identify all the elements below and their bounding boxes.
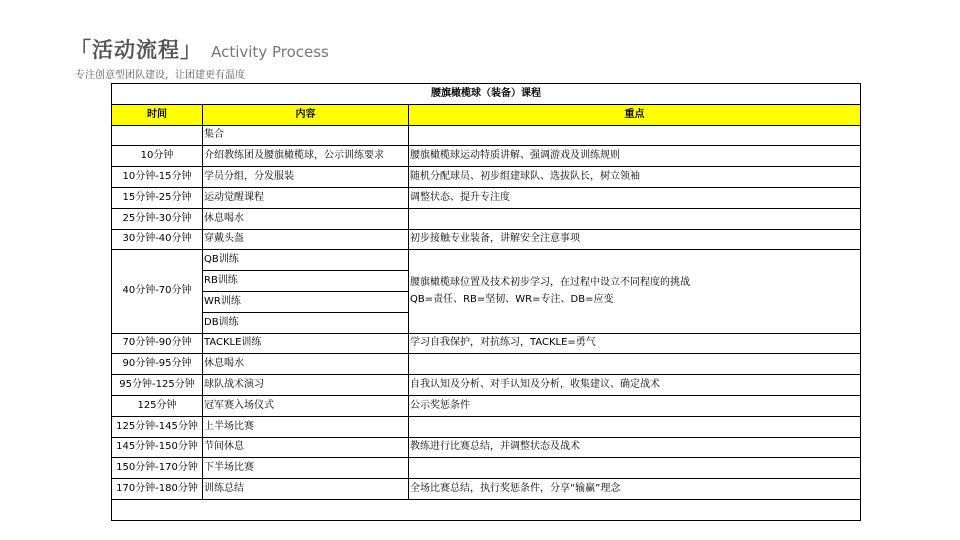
focus-cell: 初步接触专业装备，讲解安全注意事项 bbox=[409, 229, 861, 250]
table-row bbox=[112, 458, 861, 479]
focus-cell: 自我认知及分析、对手认知及分析，收集建议、确定战术 bbox=[409, 375, 861, 396]
content-cell: DB训练 bbox=[203, 312, 409, 333]
empty-cell bbox=[112, 499, 861, 520]
content-cell: 集合 bbox=[203, 125, 409, 146]
table-row bbox=[112, 167, 861, 188]
schedule-table bbox=[111, 83, 861, 521]
table-row bbox=[112, 395, 861, 416]
table-row bbox=[112, 146, 861, 167]
focus-line: QB=责任、RB=坚韧、WR=专注、DB=应变 bbox=[410, 294, 614, 306]
content-cell: 穿戴头盔 bbox=[203, 229, 409, 250]
time-cell: 40分钟-70分钟 bbox=[112, 250, 203, 333]
time-cell: 125分钟-145分钟 bbox=[112, 416, 203, 437]
focus-cell bbox=[409, 416, 861, 437]
table-row bbox=[112, 208, 861, 229]
content-cell: 球队战术演习 bbox=[203, 375, 409, 396]
content-cell: 学员分组，分发服装 bbox=[203, 167, 409, 188]
page-title bbox=[70, 34, 329, 64]
content-cell: 节间休息 bbox=[203, 437, 409, 458]
content-cell: 休息喝水 bbox=[203, 208, 409, 229]
focus-cell: 调整状态、提升专注度 bbox=[409, 187, 861, 208]
focus-cell: 教练进行比赛总结，并调整状态及战术 bbox=[409, 437, 861, 458]
time-cell: 25分钟-30分钟 bbox=[112, 208, 203, 229]
content-cell: 上半场比赛 bbox=[203, 416, 409, 437]
table-row bbox=[112, 479, 861, 500]
page-title-en: Activity Process bbox=[211, 43, 329, 61]
content-cell: 下半场比赛 bbox=[203, 458, 409, 479]
table-caption-row bbox=[112, 84, 861, 105]
focus-cell bbox=[409, 458, 861, 479]
column-header-content: 内容 bbox=[203, 104, 409, 125]
time-cell: 90分钟-95分钟 bbox=[112, 354, 203, 375]
focus-cell: 学习自我保护，对抗练习，TACKLE=勇气 bbox=[409, 333, 861, 354]
time-cell: 150分钟-170分钟 bbox=[112, 458, 203, 479]
content-cell: QB训练 bbox=[203, 250, 409, 271]
column-header-time: 时间 bbox=[112, 104, 203, 125]
time-cell: 145分钟-150分钟 bbox=[112, 437, 203, 458]
time-cell: 95分钟-125分钟 bbox=[112, 375, 203, 396]
time-cell bbox=[112, 125, 203, 146]
content-cell: TACKLE训练 bbox=[203, 333, 409, 354]
time-cell: 15分钟-25分钟 bbox=[112, 187, 203, 208]
focus-cell: 全场比赛总结，执行奖惩条件，分享“输赢”理念 bbox=[409, 479, 861, 500]
table-row bbox=[112, 187, 861, 208]
table-row bbox=[112, 333, 861, 354]
table-row bbox=[112, 250, 861, 271]
time-cell: 10分钟-15分钟 bbox=[112, 167, 203, 188]
table-row bbox=[112, 354, 861, 375]
focus-cell: 公示奖惩条件 bbox=[409, 395, 861, 416]
time-cell: 70分钟-90分钟 bbox=[112, 333, 203, 354]
content-cell: 介绍教练团及腰旗橄榄球，公示训练要求 bbox=[203, 146, 409, 167]
content-cell: 运动觉醒课程 bbox=[203, 187, 409, 208]
table-row bbox=[112, 437, 861, 458]
focus-cell bbox=[409, 354, 861, 375]
focus-cell: 腰旗橄榄球运动特质讲解、强调游戏及训练规则 bbox=[409, 146, 861, 167]
page-title-cn: 「活动流程」 bbox=[70, 38, 202, 62]
time-cell: 10分钟 bbox=[112, 146, 203, 167]
table-row bbox=[112, 416, 861, 437]
page-subtitle: 专注创意型团队建设，让团建更有温度 bbox=[75, 70, 245, 81]
table-row bbox=[112, 375, 861, 396]
table-caption: 腰旗橄榄球（装备）课程 bbox=[112, 84, 861, 105]
focus-cell bbox=[409, 250, 861, 333]
table-empty-row bbox=[112, 499, 861, 520]
content-cell: 休息喝水 bbox=[203, 354, 409, 375]
content-cell: WR训练 bbox=[203, 291, 409, 312]
focus-cell bbox=[409, 208, 861, 229]
focus-line: 腰旗橄榄球位置及技术初步学习，在过程中设立不同程度的挑战 bbox=[410, 277, 690, 289]
content-cell: 冠军赛入场仪式 bbox=[203, 395, 409, 416]
table-header-row bbox=[112, 104, 861, 125]
focus-cell bbox=[409, 125, 861, 146]
time-cell: 30分钟-40分钟 bbox=[112, 229, 203, 250]
content-cell: RB训练 bbox=[203, 271, 409, 292]
table-row bbox=[112, 125, 861, 146]
time-cell: 170分钟-180分钟 bbox=[112, 479, 203, 500]
time-cell: 125分钟 bbox=[112, 395, 203, 416]
focus-cell: 随机分配球员、初步组建球队、选拔队长，树立领袖 bbox=[409, 167, 861, 188]
content-cell: 训练总结 bbox=[203, 479, 409, 500]
table-row bbox=[112, 229, 861, 250]
column-header-focus: 重点 bbox=[409, 104, 861, 125]
